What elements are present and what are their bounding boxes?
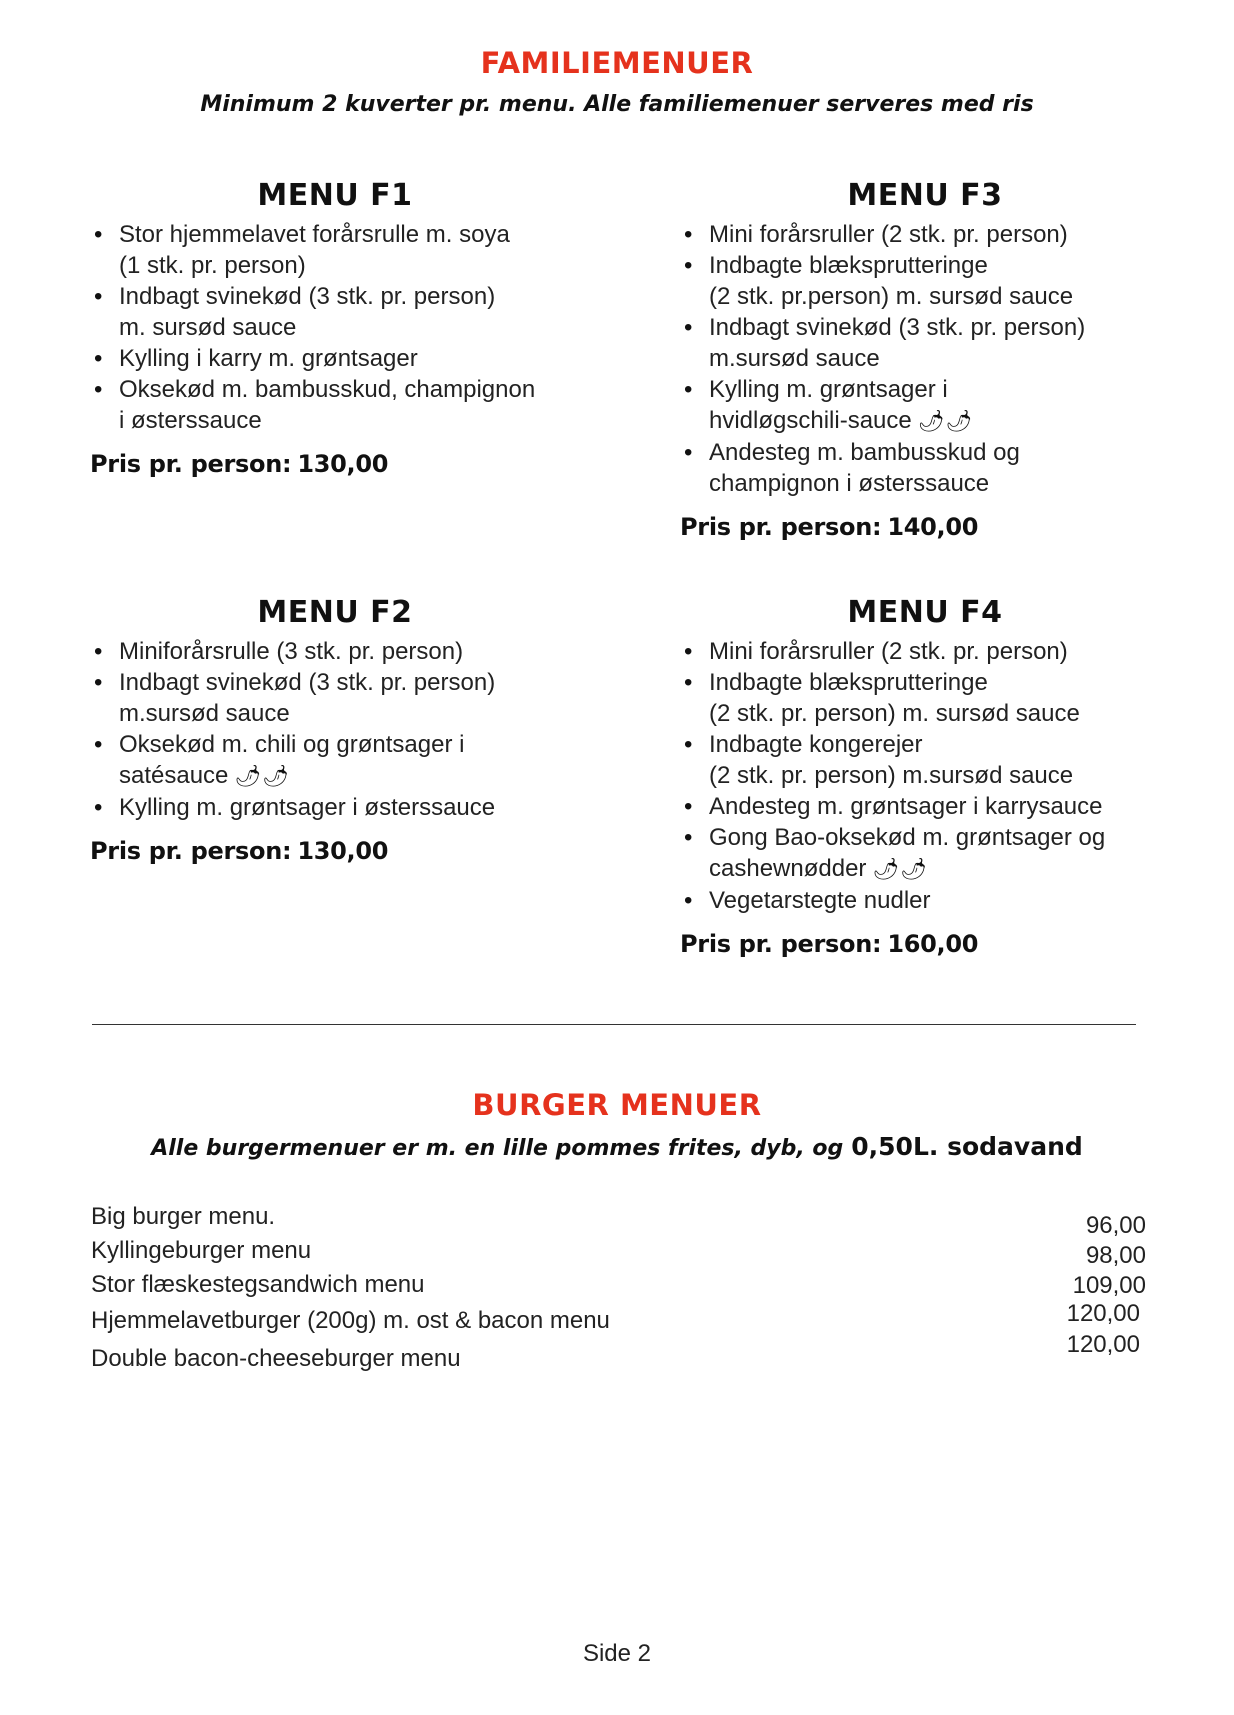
menu-item-text [709, 853, 1170, 885]
family-menus-subtitle: Minimum 2 kuverter pr. menu. Alle familiemenuer serveres med ris [200, 92, 1034, 117]
menu-item-line: (2 stk. pr.person) m. sursød sauce [709, 283, 1074, 310]
menu-item-text [119, 698, 580, 729]
menu-item-text [709, 822, 1170, 853]
menu-item-list [90, 219, 580, 436]
burger-name: Double bacon-cheeseburger menu [91, 1345, 461, 1372]
menu-f3 [680, 178, 1170, 541]
menu-item-text [119, 405, 580, 436]
menu-item [680, 667, 1170, 729]
menu-item-text [119, 312, 580, 343]
menu-item-text [709, 219, 1170, 250]
menu-item-text [119, 667, 580, 698]
menu-item [680, 822, 1170, 885]
menu-item-line: Miniforårsrulle (3 stk. pr. person) [119, 638, 464, 665]
menu-item [680, 729, 1170, 791]
menu-item-text [709, 729, 1170, 760]
menu-title: MENU F1 [257, 178, 413, 213]
burger-price: 98,00 [1085, 1242, 1146, 1269]
burger-price: 96,00 [1085, 1212, 1146, 1239]
burger-subtitle-drink: 0,50L. sodavand [851, 1132, 1083, 1161]
menu-item-text [119, 760, 580, 792]
price-label: Pris pr. person: [680, 513, 882, 541]
menu-item-line: Indbagt svinekød (3 stk. pr. person) [119, 283, 496, 310]
menu-item-list [680, 636, 1170, 916]
menu-item-text [709, 250, 1170, 281]
menu-item-text [709, 667, 1170, 698]
menu-item-line: Indbagte kongerejer [709, 731, 923, 758]
menu-item-text [709, 281, 1170, 312]
menu-item-text [709, 312, 1170, 343]
menu-item-text [709, 698, 1170, 729]
chili-icon: 🌶🌶 [872, 858, 928, 881]
page-number: Side 2 [582, 1640, 652, 1667]
menu-item [680, 374, 1170, 437]
menu-item-text [709, 468, 1170, 499]
menu-item-text [119, 219, 580, 250]
menu-item [680, 885, 1170, 916]
menu-item-text [709, 374, 1170, 405]
menu-item-line: Kylling m. grøntsager i [709, 376, 948, 403]
menu-item [90, 636, 580, 667]
burger-subtitle-text: Alle burgermenuer er m. en lille pommes frites, dyb, og [151, 1136, 844, 1161]
menu-item-line: Indbagte blæksprutteringe [709, 252, 988, 279]
menu-item-line: (1 stk. pr. person) [119, 252, 306, 279]
price-amount: 160,00 [887, 930, 979, 958]
menu-item-line: (2 stk. pr. person) m. sursød sauce [709, 700, 1080, 727]
menu-item [680, 250, 1170, 312]
menu-item-line: Indbagt svinekød (3 stk. pr. person) [119, 669, 496, 696]
menu-item-text [709, 791, 1170, 822]
menu-item-line: Oksekød m. bambusskud, champignon [119, 376, 536, 403]
menu-item-line: cashewnødder [709, 855, 867, 882]
menu-item-text [709, 885, 1170, 916]
menu-item-text [119, 250, 580, 281]
menu-item-line: Andesteg m. bambusskud og [709, 439, 1020, 466]
burger-price: 109,00 [1072, 1272, 1146, 1299]
burger-price: 120,00 [1066, 1331, 1140, 1358]
menu-item-line: Mini forårsruller (2 stk. pr. person) [709, 221, 1068, 248]
burger-name: Stor flæskestegsandwich menu [91, 1271, 425, 1298]
price-amount: 140,00 [887, 513, 979, 541]
menu-item [90, 792, 580, 823]
menu-item-text [709, 437, 1170, 468]
burger-menus-heading: BURGER MENUER [472, 1088, 762, 1122]
menu-item-text [119, 792, 580, 823]
menu-item-line: i østerssauce [119, 407, 262, 434]
menu-item-text [709, 343, 1170, 374]
menu-item [90, 219, 580, 281]
burger-name: Kyllingeburger menu [91, 1237, 312, 1264]
menu-item [680, 219, 1170, 250]
menu-item-text [119, 729, 580, 760]
menu-item-line: (2 stk. pr. person) m.sursød sauce [709, 762, 1074, 789]
chili-icon: 🌶🌶 [917, 410, 974, 433]
menu-item [90, 667, 580, 729]
menu-item-line: m. sursød sauce [119, 314, 297, 341]
menu-price [90, 837, 580, 865]
price-amount: 130,00 [297, 837, 389, 865]
section-divider [92, 1024, 1136, 1025]
menu-item-line: Stor hjemmelavet forårsrulle m. soya [119, 221, 510, 248]
menu-item-text [709, 405, 1170, 437]
burger-price: 120,00 [1066, 1300, 1140, 1327]
menu-item-text [709, 636, 1170, 667]
menu-item-line: Kylling i karry m. grøntsager [119, 345, 418, 372]
menu-item-line: Andesteg m. grøntsager i karrysauce [709, 793, 1103, 820]
menu-f1 [90, 178, 580, 478]
menu-title: MENU F4 [847, 595, 1003, 630]
chili-icon: 🌶🌶 [234, 765, 290, 788]
menu-item-line: satésauce [119, 762, 229, 789]
menu-item-text [709, 760, 1170, 791]
menu-item-line: Oksekød m. chili og grøntsager i [119, 731, 465, 758]
menu-item [90, 374, 580, 436]
menu-price [90, 450, 580, 478]
menu-price [680, 513, 1170, 541]
menu-item-line: Indbagte blæksprutteringe [709, 669, 988, 696]
price-label: Pris pr. person: [90, 837, 292, 865]
menu-title: MENU F2 [257, 595, 413, 630]
menu-item [90, 729, 580, 792]
price-amount: 130,00 [297, 450, 389, 478]
menu-item [90, 281, 580, 343]
menu-item-text [119, 374, 580, 405]
menu-item-line: Indbagt svinekød (3 stk. pr. person) [709, 314, 1086, 341]
menu-price [680, 930, 1170, 958]
menu-item [680, 791, 1170, 822]
menu-item-line: hvidløgschili-sauce [709, 407, 912, 434]
menu-f2 [90, 595, 580, 865]
menu-item-list [680, 219, 1170, 499]
menu-item-line: Mini forårsruller (2 stk. pr. person) [709, 638, 1068, 665]
menu-item [680, 312, 1170, 374]
menu-title: MENU F3 [847, 178, 1003, 213]
menu-item-text [119, 281, 580, 312]
price-label: Pris pr. person: [90, 450, 292, 478]
menu-f4 [680, 595, 1170, 958]
menu-item-line: champignon i østerssauce [709, 470, 990, 497]
menu-item-text [119, 343, 580, 374]
menu-item-list [90, 636, 580, 823]
menu-item-line: Gong Bao-oksekød m. grøntsager og [709, 824, 1106, 851]
burger-name: Big burger menu. [91, 1203, 276, 1230]
menu-item-text [119, 636, 580, 667]
burger-name: Hjemmelavetburger (200g) m. ost & bacon menu [91, 1307, 610, 1334]
menu-item-line: m.sursød sauce [709, 345, 880, 372]
price-label: Pris pr. person: [680, 930, 882, 958]
menu-item [680, 636, 1170, 667]
menu-item [680, 437, 1170, 499]
menu-item-line: m.sursød sauce [119, 700, 290, 727]
burger-menus-subtitle [0, 1132, 1234, 1161]
menu-item-line: Vegetarstegte nudler [709, 887, 931, 914]
family-menus-heading: FAMILIEMENUER [480, 46, 754, 80]
menu-item-line: Kylling m. grøntsager i østerssauce [119, 794, 496, 821]
menu-item [90, 343, 580, 374]
